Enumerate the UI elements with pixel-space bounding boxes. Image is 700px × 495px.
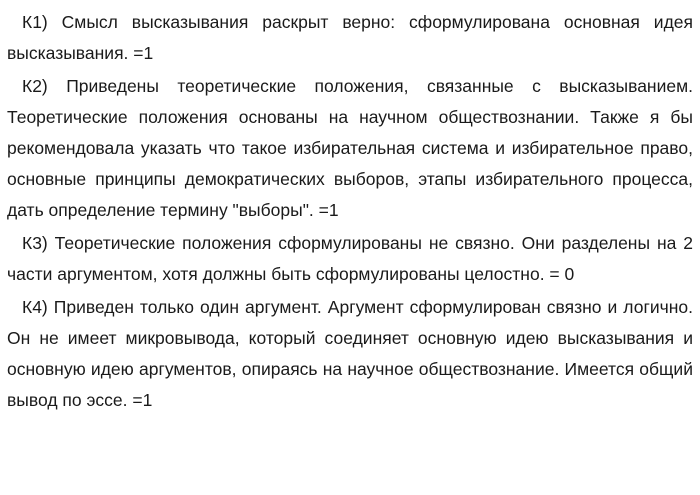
document-body bbox=[7, 7, 693, 418]
criterion-k4-paragraph: К4) Приведен только один аргумент. Аргумент сформулирован связно и логично. Он не имеет микровывода, который соединяет основную идею высказывания и основную идею аргументов, опираясь на научное обществознание. Имеется общий вывод по эссе. =1 bbox=[7, 297, 693, 410]
criterion-k2-paragraph: К2) Приведены теоретические положения, связанные с высказыванием. Теоретические положения основаны на научном обществознании. Также я бы рекомендовала указать что такое избирательная система и избирательное право, основные принципы демократических выборов, этапы избирательного процесса, дать определение термину "выборы". =1 bbox=[7, 76, 693, 220]
criterion-k1-paragraph: К1) Смысл высказывания раскрыт верно: сформулирована основная идея высказывания. =1 bbox=[7, 12, 693, 63]
criterion-k3-paragraph: К3) Теоретические положения сформулированы не связно. Они разделены на 2 части аргументом, хотя должны быть сформулированы целостно. = 0 bbox=[7, 233, 693, 284]
